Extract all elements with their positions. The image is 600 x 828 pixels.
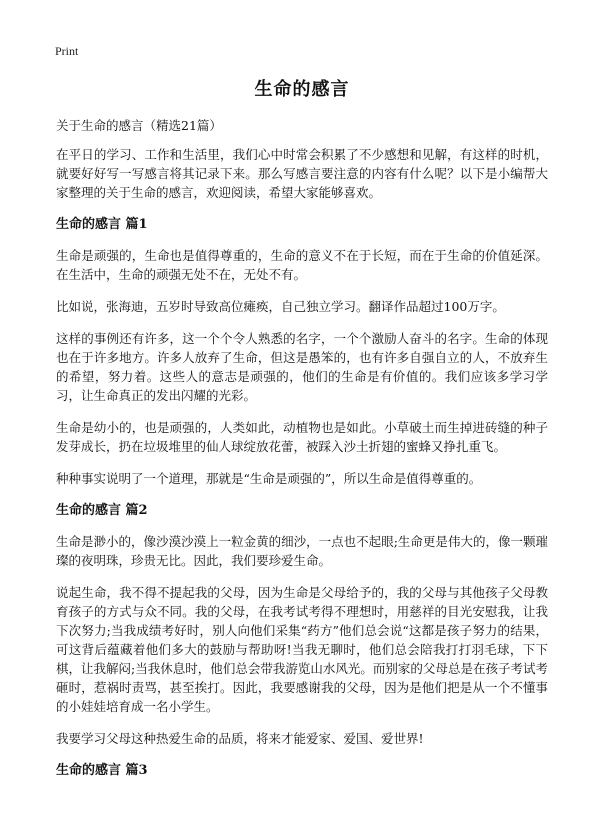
paragraph: 种种事实说明了一个道理，那就是“生命是顽强的”，所以生命是值得尊重的。	[56, 471, 482, 486]
paragraph: 生命是顽强的，生命也是值得尊重的，生命的意义不在于长短，而在于生命的价值延深。在生活中，生命的顽强无处不在，无处不有。	[56, 248, 548, 282]
paragraph: 生命是幼小的，也是顽强的，人类如此，动植物也是如此。小草破土而生掉进砖缝的种子发芽成长，扔在垃圾堆里的仙人球绽放花蕾，被踩入沙土折翅的蜜蜂又挣扎重飞。	[56, 420, 548, 454]
paragraph: 说起生命，我不得不提起我的父母，因为生命是父母给予的，我的父母与其他孩子父母教育孩子的方式与众不同。我的父母，在我考试考得不理想时，用慈祥的目光安慰我，让我下次努力;当我成绩考好时，别人向他们采集“药方”他们总会说“这都是孩子努力的结果，可这背后蕴藏着他们多大的鼓励与帮助呀!当我无聊时，他们总会陪我打打羽毛球，下下棋，让我解闷;当我休息时，他们总会带我游览山水风光。而别家的父母总是在孩子考试考砸时，惹祸时责骂，甚至挨打。因此，我要感谢我的父母，因为是他们把是从一个不懂事的小娃娃培育成一名小学生。	[56, 585, 548, 714]
document-body	[56, 78, 548, 792]
document-subtitle: 关于生命的感言（精选21篇）	[56, 118, 222, 133]
paragraph: 生命是渺小的，像沙漠沙漠上一粒金黄的细沙，一点也不起眼;生命更是伟大的，像一颗璀璨的夜明珠，珍贵无比。因此，我们要珍爱生命。	[56, 534, 548, 568]
paragraph: 这样的事例还有许多，这一个个令人熟悉的名字，一个个激励人奋斗的名字。生命的体现也在于许多地方。许多人放弃了生命，但这是愚笨的，也有许多自强自立的人，不放弃生的希望，努力着。这些人的意志是顽强的，他们的生命是有价值的。我们应该多学习学习，让生命真正的发出闪耀的光彩。	[56, 331, 548, 403]
page-title: 生命的感言	[254, 79, 350, 100]
section-heading: 生命的感言 篇3	[56, 763, 148, 778]
intro-paragraph: 在平日的学习、工作和生活里，我们心中时常会积累了不少感想和见解，有这样的时机，就要好好写一写感言将其记录下来。那么写感言要注意的内容有什么呢？以下是小编帮大家整理的关于生命的感言，欢迎阅读，希望大家能够喜欢。	[56, 147, 548, 200]
section-heading: 生命的感言 篇1	[56, 217, 148, 232]
print-label: Print	[55, 44, 79, 58]
section-heading: 生命的感言 篇2	[56, 503, 148, 518]
paragraph: 我要学习父母这种热爱生命的品质，将来才能爱家、爱国、爱世界!	[56, 731, 424, 746]
paragraph: 比如说，张海迪，五岁时导致高位瘫痪，自己独立学习。翻译作品超过100万字。	[56, 299, 505, 314]
